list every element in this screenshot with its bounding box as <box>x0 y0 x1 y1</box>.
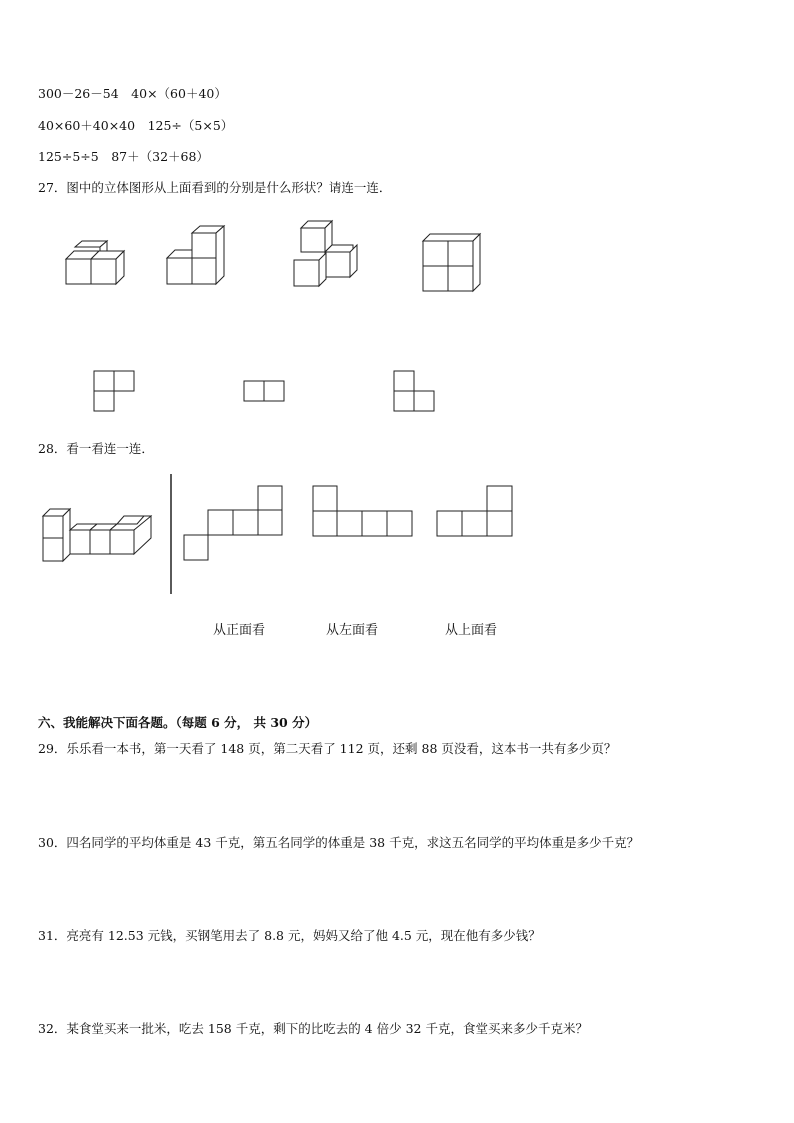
q27-solid-3 <box>294 221 357 286</box>
q27-solid-1 <box>66 241 124 284</box>
question-27-text: 27．图中的立体图形从上面看到的分别是什么形状？请连一连． <box>38 180 392 195</box>
q27-solid-4 <box>423 234 480 291</box>
problem-32: 32．某食堂买来一批米，吃去 158 千克，剩下的比吃去的 4 倍少 32 千克，食堂买来多少千克米？ <box>38 1021 588 1036</box>
problem-30: 30．四名同学的平均体重是 43 千克，第五名同学的体重是 38 千克，求这五名同学的平均体重是多少千克？ <box>38 835 640 850</box>
view-label-top: 从上面看 <box>445 623 498 638</box>
section-6-title: 六、我能解决下面各题。（每题 6 分， 共 30 分） <box>38 715 318 730</box>
q28-view-shape-1 <box>184 486 282 560</box>
view-label-front: 从正面看 <box>213 623 266 638</box>
calc-line-3: 125÷5÷5 87＋（32＋68） <box>38 149 209 164</box>
q28-solid <box>43 509 151 561</box>
view-label-left: 从左面看 <box>326 623 379 638</box>
problem-31: 31．亮亮有 12.53 元钱，买钢笔用去了 8.8 元，妈妈又给了他 4.5 元，现在他有多少钱？ <box>38 928 541 943</box>
q27-top-view-2 <box>244 381 284 401</box>
q28-view-shape-3 <box>437 486 512 536</box>
problem-29: 29．乐乐看一本书，第一天看了 148 页，第二天看了 112 页，还剩 88 页没看，这本书一共有多少页？ <box>38 741 617 756</box>
q27-top-view-1 <box>94 371 134 411</box>
calc-line-2: 40×60＋40×40 125÷（5×5） <box>38 118 234 133</box>
q27-top-view-3 <box>394 371 434 411</box>
q27-solid-2 <box>167 226 224 284</box>
q28-view-shape-2 <box>313 486 412 536</box>
question-28-text: 28．看一看连一连． <box>38 441 154 456</box>
calc-line-1: 300－26－54 40×（60＋40） <box>38 86 227 101</box>
